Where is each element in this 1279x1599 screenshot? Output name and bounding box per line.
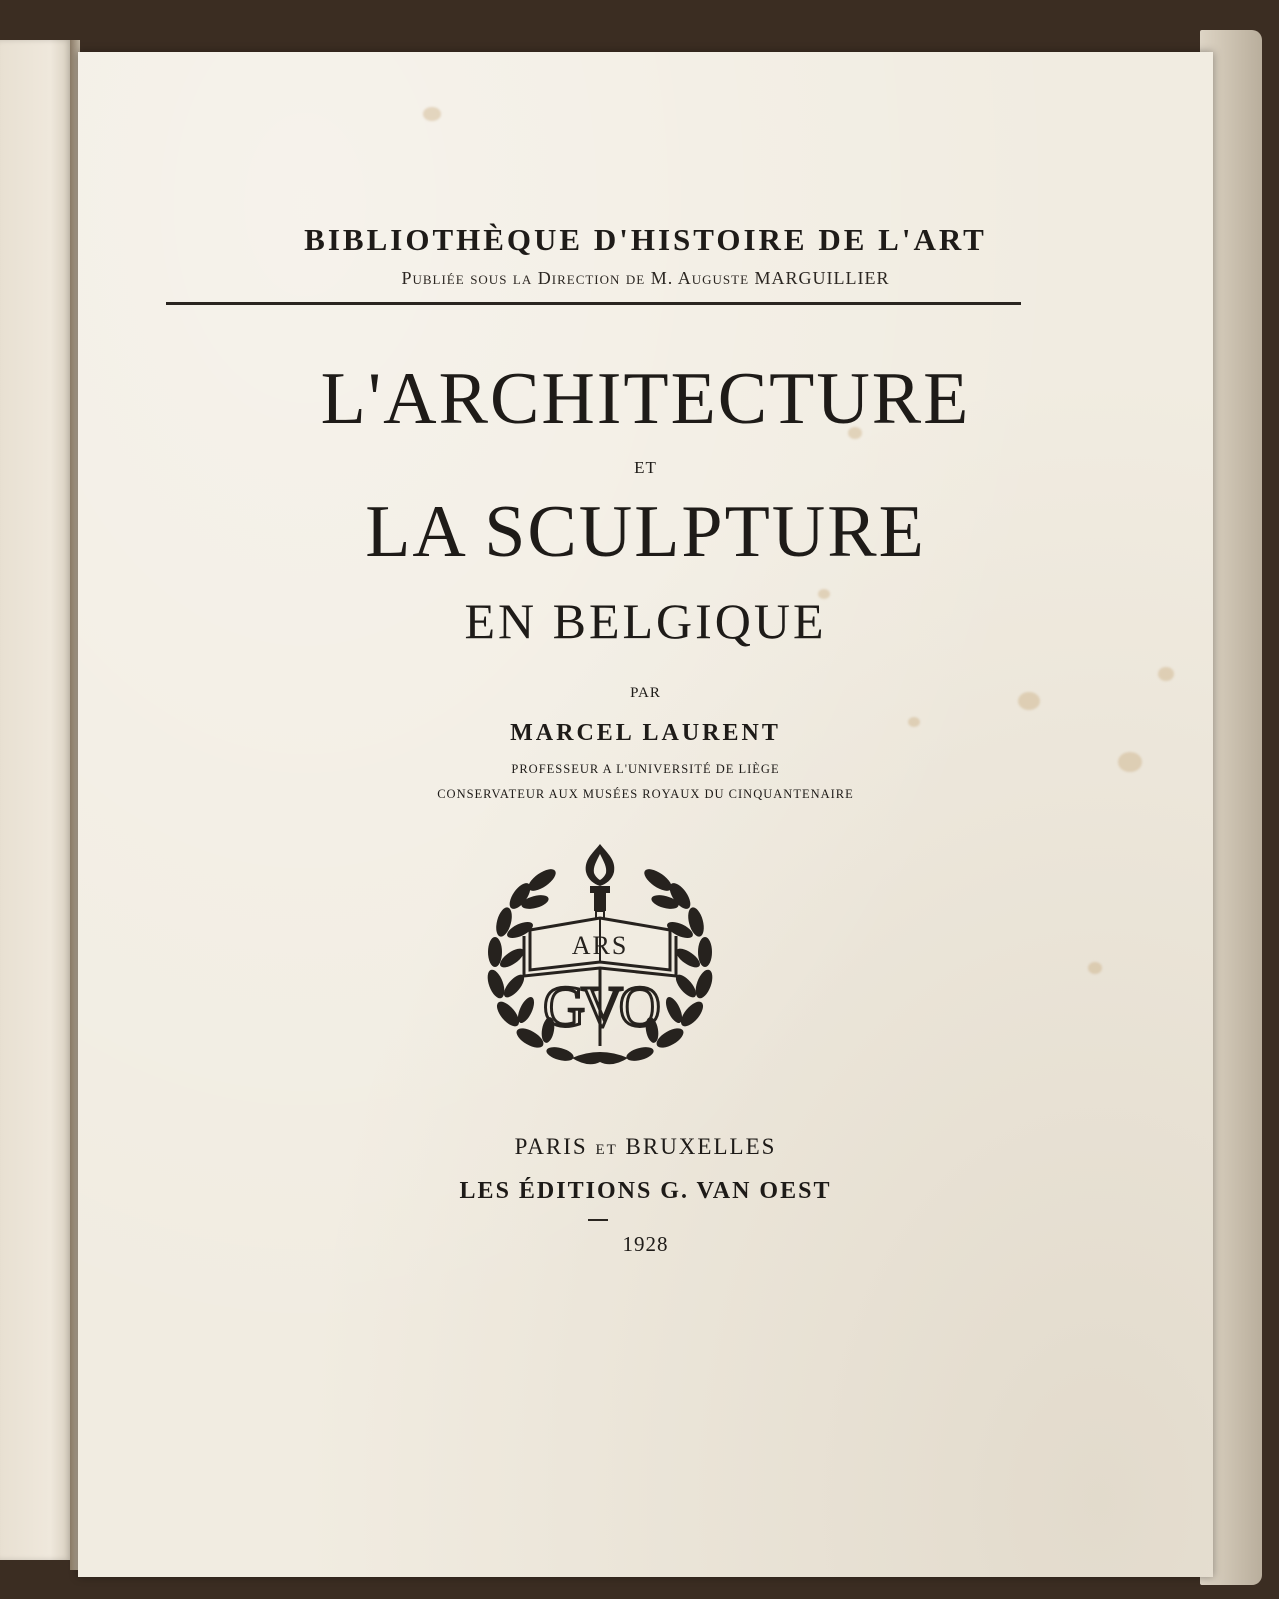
author-affiliation-1: PROFESSEUR A L'UNIVERSITÉ DE LIÈGE [511, 762, 780, 776]
publisher-name: LES ÉDITIONS G. VAN OEST [459, 1178, 832, 1204]
foxing-spot [423, 107, 441, 121]
publication-year: 1928 [622, 1232, 669, 1256]
city-joiner: ET [595, 1142, 618, 1158]
series-title: BIBLIOTHÈQUE D'HISTOIRE DE L'ART [304, 222, 987, 257]
publication-cities [78, 1134, 1213, 1160]
open-book-icon [524, 918, 676, 976]
book-title-line-2: LA SCULPTURE [365, 491, 926, 573]
foxing-spot [1158, 667, 1174, 681]
torch-icon [586, 844, 615, 925]
author-affiliation-2: CONSERVATEUR AUX MUSÉES ROYAUX DU CINQUANTENAIRE [437, 787, 854, 801]
publisher-emblem-icon [480, 840, 720, 1075]
year-rule [588, 1219, 608, 1221]
header-rule [166, 302, 1021, 305]
book-title-line-1: L'ARCHITECTURE [320, 358, 971, 440]
facing-page-edge [0, 40, 72, 1560]
book-title-connector: ET [634, 458, 657, 477]
emblem-book-text: ARS [571, 931, 629, 960]
ribbon-icon [572, 1052, 628, 1064]
city-bruxelles: BRUXELLES [625, 1134, 777, 1159]
series-editor: Publiée sous la Direction de M. Auguste MARGUILLIER [401, 268, 890, 288]
book-title-line-3: EN BELGIQUE [464, 593, 827, 649]
emblem-monogram: GVO [543, 974, 657, 1039]
title-page [78, 52, 1213, 1577]
by-label: PAR [630, 685, 661, 701]
foxing-spot [1088, 962, 1102, 974]
author-name: MARCEL LAURENT [510, 720, 781, 746]
city-paris: PARIS [514, 1134, 588, 1159]
